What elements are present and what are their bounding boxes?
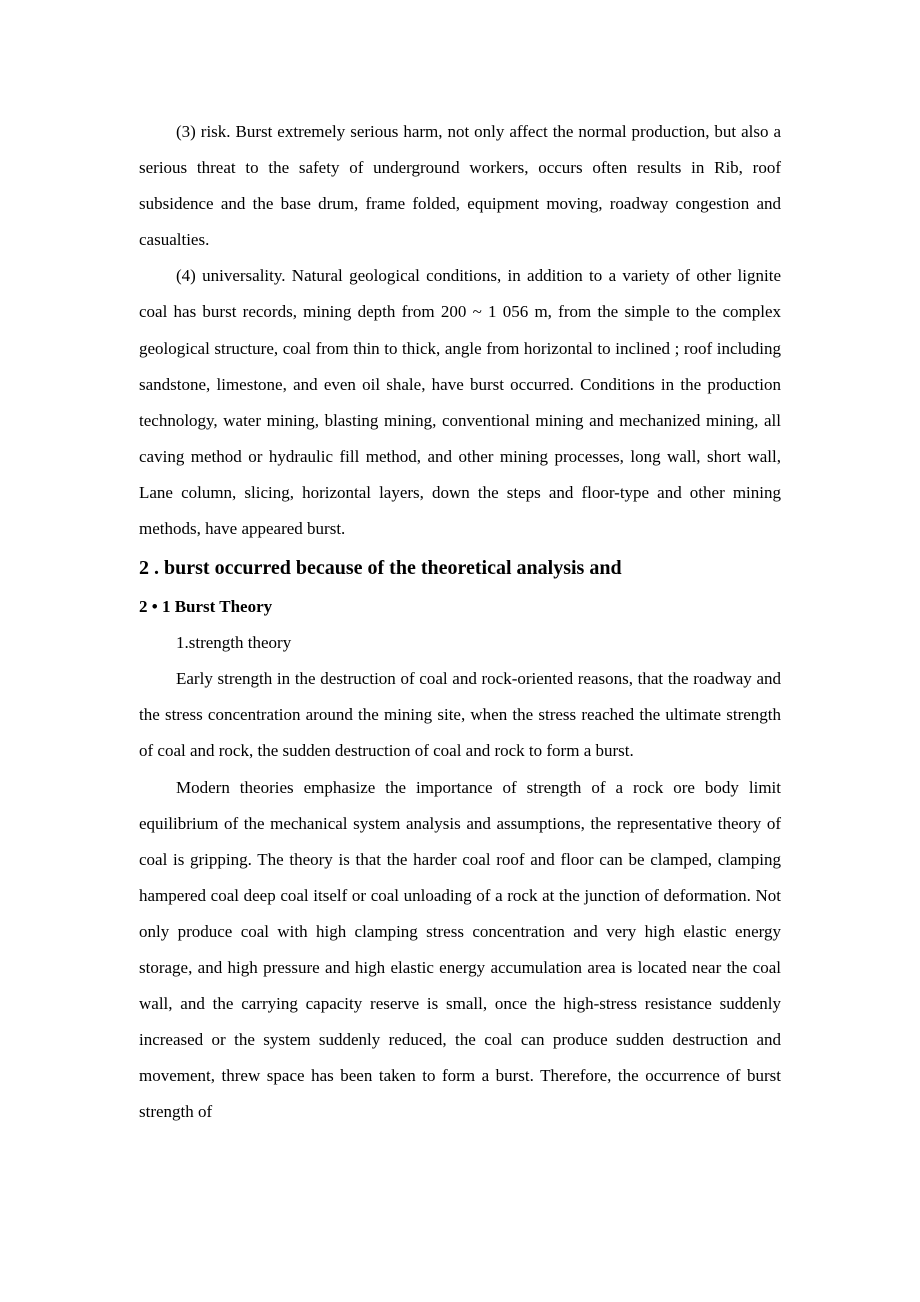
document-page <box>139 114 781 1130</box>
paragraph-early-strength: Early strength in the destruction of coal and rock-oriented reasons, that the roadway and the stress concentration around the mining site, when the stress reached the ultimate strength of coal and rock, the sudden destruction of coal and rock to form a burst. <box>139 669 781 761</box>
item-label: 1.strength theory <box>176 633 292 653</box>
subsection-heading: 2 • 1 Burst Theory <box>139 597 273 617</box>
paragraph-risk: (3) risk. Burst extremely serious harm, not only affect the normal production, but also a serious threat to the safety of underground workers, occurs often results in Rib, roof subsidence and the base drum, frame folded, equipment moving, roadway congestion and casualties. <box>139 122 781 250</box>
paragraph-modern-theories: Modern theories emphasize the importance of strength of a rock ore body limit equilibrium of the mechanical system analysis and assumptions, the representative theory of coal is gripping. The theory is that the harder coal roof and floor can be clamped, clamping hampered coal deep coal itself or coal unloading of a rock at the junction of deformation. Not only produce coal with high clamping stress concentration and very high elastic energy storage, and high pressure and high elastic energy accumulation area is located near the coal wall, and the carrying capacity reserve is small, once the high-stress resistance suddenly increased or the system suddenly reduced, the coal can produce sudden destruction and movement, threw space has been taken to form a burst. Therefore, the occurrence of burst strength of <box>139 777 781 1122</box>
paragraph-universality: (4) universality. Natural geological conditions, in addition to a variety of other lignite coal has burst records, mining depth from 200 ~ 1 056 m, from the simple to the complex geological structure, coal from thin to thick, angle from horizontal to inclined ; roof including sandstone, limestone, and even oil shale, have burst occurred. Conditions in the production technology, water mining, blasting mining, conventional mining and mechanized mining, all caving method or hydraulic fill method, and other mining processes, long wall, short wall, Lane column, slicing, horizontal layers, down the steps and floor-type and other mining methods, have appeared burst. <box>139 266 781 539</box>
section-heading: 2 . burst occurred because of the theoretical analysis and <box>139 557 622 580</box>
